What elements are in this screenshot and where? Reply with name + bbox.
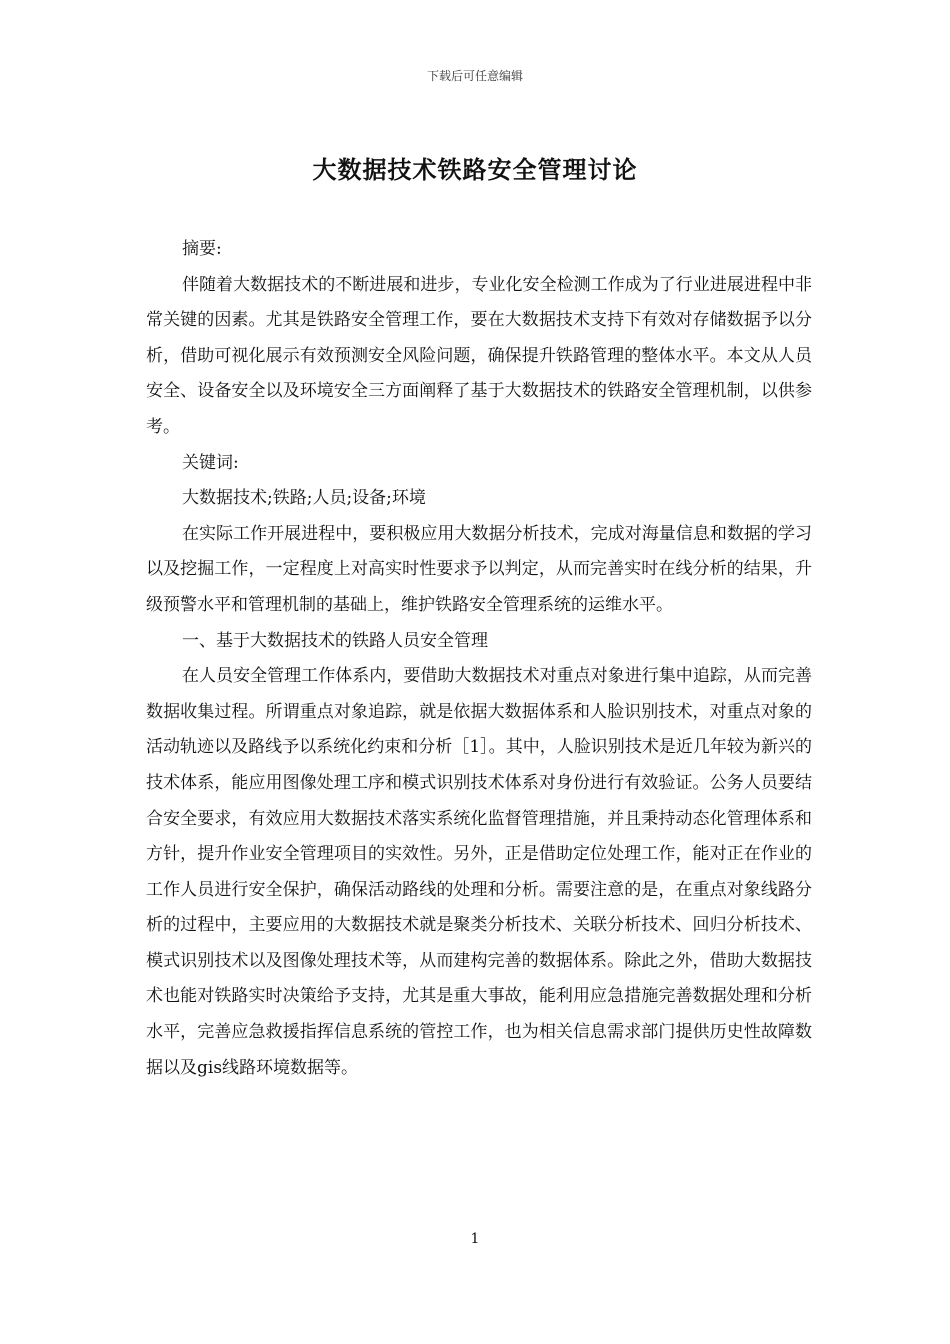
section-paragraph: 在人员安全管理工作体系内，要借助大数据技术对重点对象进行集中追踪，从而完善数据收集过程。所谓重点对象追踪，就是依据大数据体系和人脸识别技术，对重点对象的活动轨迹以及路线予以系统化约束和分析［1］。其中，人脸识别技术是近几年较为新兴的技术体系，能应用图像处理工序和模式识别技术体系对身份进行有效验证。公务人员要结合安全要求，有效应用大数据技术落实系统化监督管理措施，并且秉持动态化管理体系和方针，提升作业安全管理项目的实效性。另外，正是借助定位处理工作，能对正在作业的工作人员进行安全保护，确保活动路线的处理和分析。需要注意的是，在重点对象线路分析的过程中，主要应用的大数据技术就是聚类分析技术、关联分析技术、回归分析技术、模式识别技术以及图像处理技术等，从而建构完善的数据体系。除此之外，借助大数据技术也能对铁路实时决策给予支持，尤其是重大事故，能利用应急措施完善数据处理和分析水平，完善应急救援指挥信息系统的管控工作，也为相关信息需求部门提供历史性故障数据以及gis线路环境数据等。	[146, 666, 812, 1078]
document-body	[146, 232, 812, 1086]
keywords-text: 大数据技术;铁路;人员;设备;环境	[182, 488, 426, 509]
abstract-label: 摘要:	[182, 239, 222, 259]
page-number: 1	[470, 1231, 480, 1247]
abstract-text: 伴随着大数据技术的不断进展和进步，专业化安全检测工作成为了行业进展进程中非常关键的因素。尤其是铁路安全管理工作，要在大数据技术支持下有效对存储数据予以分析，借助可视化展示有效预测安全风险问题，确保提升铁路管理的整体水平。本文从人员安全、设备安全以及环境安全三方面阐释了基于大数据技术的铁路安全管理机制，以供参考。	[146, 274, 812, 437]
intro-paragraph: 在实际工作开展进程中，要积极应用大数据分析技术，完成对海量信息和数据的学习以及挖掘工作，一定程度上对高实时性要求予以判定，从而完善实时在线分析的结果，升级预警水平和管理机制的基础上，维护铁路安全管理系统的运维水平。	[146, 523, 812, 615]
section-heading: 一、基于大数据技术的铁路人员安全管理	[182, 630, 488, 651]
document-title: 大数据技术铁路安全管理讨论	[312, 155, 638, 184]
keywords-label: 关键词:	[182, 452, 239, 473]
page-header: 下载后可任意编辑	[426, 69, 523, 83]
